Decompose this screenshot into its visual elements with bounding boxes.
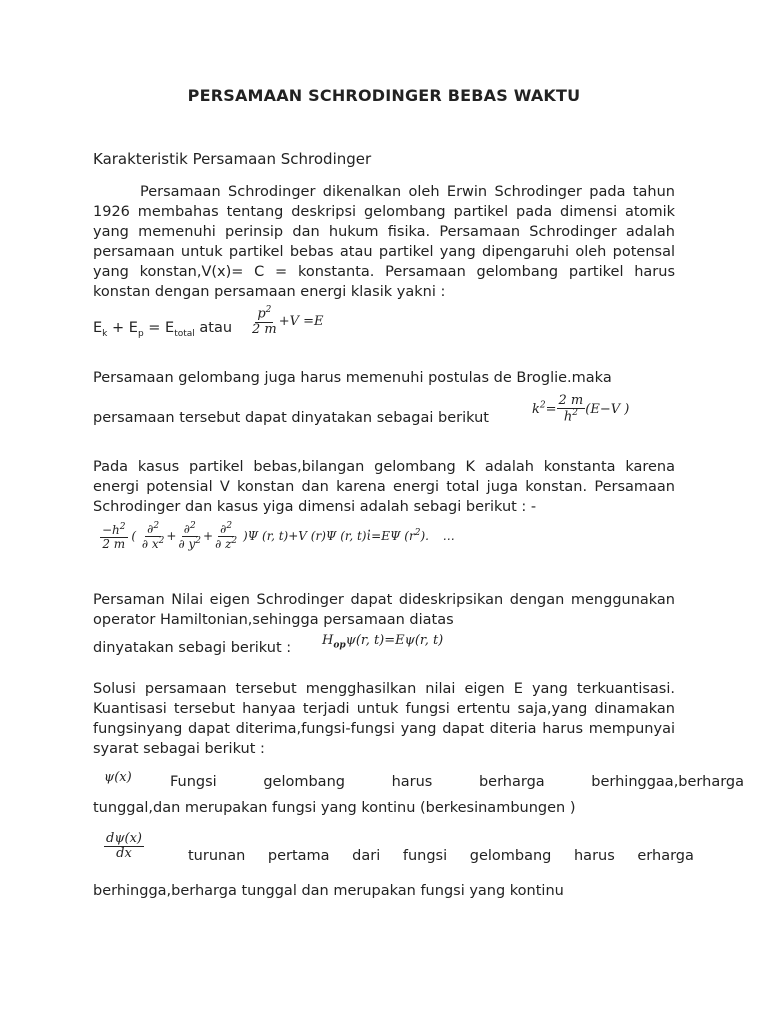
condition-2-line2: berhingga,berharga tunggal dan merupakan fungsi yang kontinu	[93, 883, 564, 899]
paragraph-debroglie-line1: Persamaan gelombang juga harus memenuhi postulas de Broglie.maka	[93, 370, 612, 386]
condition-2-text: turunan pertama dari fungsi gelombang harus erharga	[188, 848, 694, 864]
condition-2-line1	[188, 848, 694, 864]
page-title: PERSAMAAN SCHRODINGER BEBAS WAKTU	[187, 86, 581, 105]
classic-energy-formula: $\frac{p^2}{2 m}$ +V =E	[252, 305, 324, 337]
section-heading: Karakteristik Persamaan Schrodinger	[93, 150, 372, 168]
condition-1-line2: tunggal,dan merupakan fungsi yang kontinu (berkesinambungen )	[93, 800, 576, 816]
psi-formula: ψ(x)	[104, 770, 132, 785]
debroglie-formula: $k^2=$ $\frac{2 m}{h^2}$ (E−V )	[532, 393, 630, 425]
schrodinger-3d-formula: $\frac{-h^2}{2 m}$ ( $\frac{\partial^2}{\partial x^2}$ + $\frac{\partial^2}{\partial y^2}$ + $\frac{\partial^2}{\partial z^2}$ )Ψ (r, t)+V (r)Ψ (r, t)ἰ=EΨ $(r^2)$. …	[102, 521, 455, 552]
paragraph-eigenvalue-line2: dinyatakan sebagi berikut :	[93, 640, 292, 656]
paragraph-free-particle: Pada kasus partikel bebas,bilangan gelombang K adalah konstanta karena energi potensial V konstan dan karena energi total juga konstan. Persamaan Schrodinger dan kasus yiga dimensi adalah sebagi berikut : -	[93, 459, 675, 515]
derivative-formula: $\frac{d\psi(x)}{dx}$	[106, 831, 142, 862]
paragraph-eigenvalue: Persaman Nilai eigen Schrodinger dapat dideskripsikan dengan menggunakan operator Hamiltonian,sehingga persamaan diatas	[93, 592, 675, 628]
energy-equation-line: $E_k + E_p = E_{total}$ atau	[93, 320, 233, 339]
paragraph-debroglie-line2: persamaan tersebut dapat dinyatakan sebagai berikut	[93, 410, 489, 426]
condition-1-text: Fungsi gelombang harus berharga berhinggaa,berharga	[170, 774, 744, 790]
hamiltonian-formula: $H_{op}\psi(r$, t)=Eψ(r, t)	[322, 633, 444, 651]
condition-1-line1	[170, 774, 744, 790]
paragraph-intro: Persamaan Schrodinger dikenalkan oleh Erwin Schrodinger pada tahun 1926 membahas tentang deskripsi gelombang partikel pada dimensi atomik yang memenuhi perinsip dan hukum fisika. Persamaan Schrodinger adalah persamaan untuk partikel bebas atau partikel yang dipengaruhi oleh potensal yang konstan,V(x)= C = konstanta. Persamaan gelombang partikel harus konstan dengan persamaan energi klasik yakni :	[93, 184, 675, 300]
paragraph-solution: Solusi persamaan tersebut mengghasilkan nilai eigen E yang terkuantisasi. Kuantisasi tersebut hanyaa terjadi untuk fungsi ertentu saja,yang dinamakan fungsinyang dapat diterima,fungsi-fungsi yang dapat diteria harus mempunyai syarat sebagai berikut :	[93, 681, 675, 757]
